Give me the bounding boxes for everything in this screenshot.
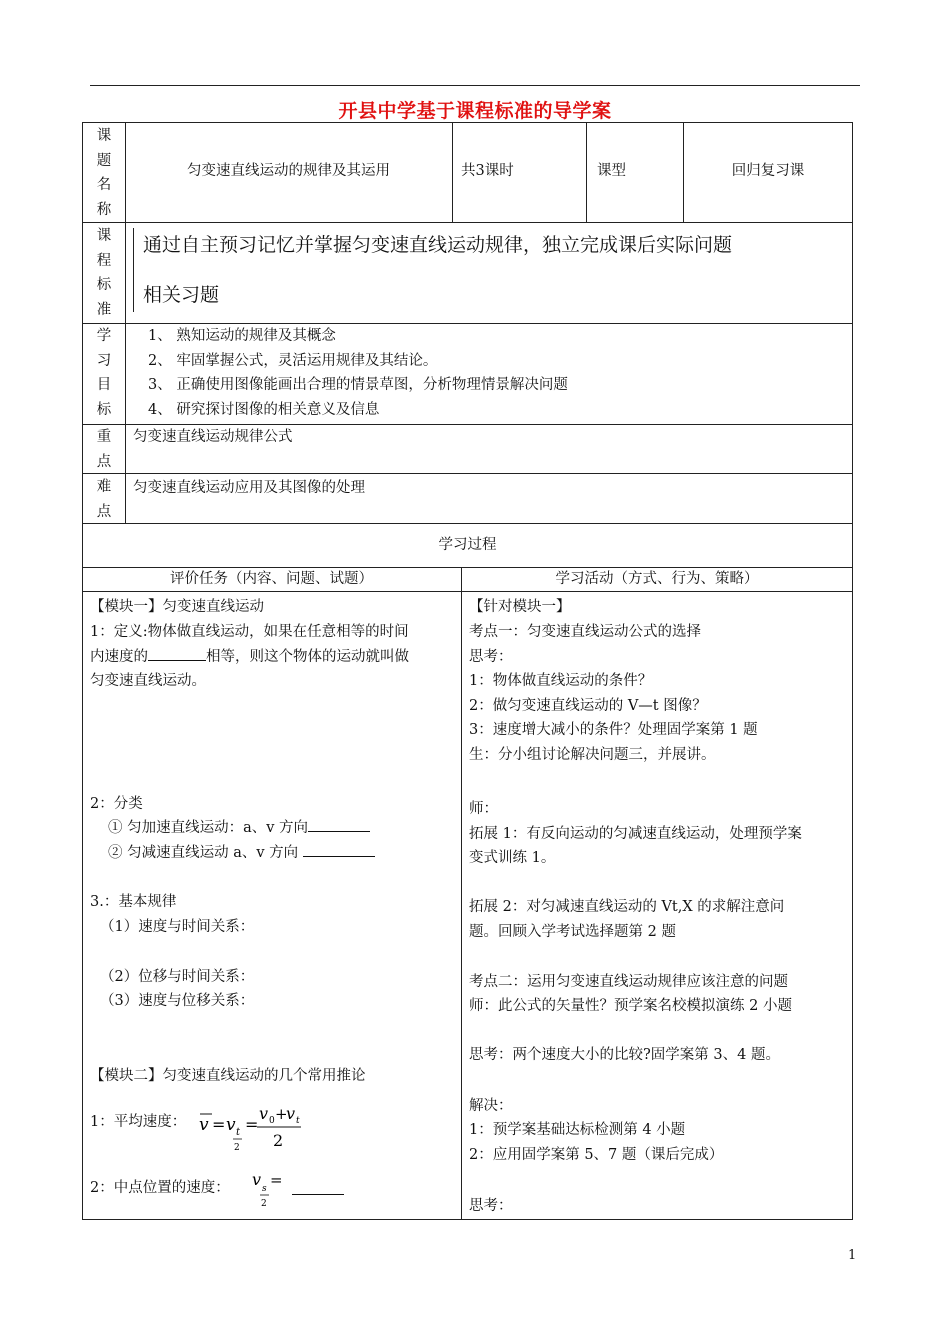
svg-text:2: 2 xyxy=(234,1143,240,1153)
goal-item: 2、 牢固掌握公式，灵活运用规律及其结论。 xyxy=(148,353,438,369)
basic-law-item: （2）位移与时间关系： xyxy=(100,969,255,985)
difficulty-text: 匀变速直线运动应用及其图像的处理 xyxy=(133,480,365,496)
row-divider xyxy=(82,473,853,474)
extension-1: 拓展 1：有反向运动的匀减速直线运动，处理预学案 xyxy=(469,826,802,842)
svg-text:2: 2 xyxy=(261,1199,267,1209)
basic-law-item: （1）速度与时间关系： xyxy=(100,919,255,935)
lesson-type-value: 回归复习课 xyxy=(731,163,805,179)
think-label: 思考： xyxy=(469,1198,513,1214)
svg-text:=: = xyxy=(245,1115,259,1134)
goal-item: 1、 熟知运动的规律及其概念 xyxy=(148,328,336,344)
classification-item: ① 匀加速直线运动：a、v 方向 xyxy=(108,816,370,841)
svg-text:v: v xyxy=(199,1115,209,1135)
key-point-text: 匀变速直线运动规律公式 xyxy=(133,429,293,445)
process-title: 学习过程 xyxy=(438,537,497,553)
page-title: 开县中学基于课程标准的导学案 xyxy=(338,100,612,122)
column-divider xyxy=(586,122,587,222)
midpoint-velocity-formula xyxy=(248,1165,288,1211)
standard-text-line2: 相关习题 xyxy=(143,284,220,306)
module1-title: 【模块一】匀变速直线运动 xyxy=(90,599,264,615)
svg-text:v: v xyxy=(259,1104,269,1123)
solve-item: 2：应用固学案第 5、7 题（课后完成） xyxy=(469,1147,724,1163)
definition-line: 匀变速直线运动。 xyxy=(90,673,206,689)
answer-blank[interactable] xyxy=(308,817,370,832)
goal-item: 4、 研究探讨图像的相关意义及信息 xyxy=(148,402,380,418)
goals-label: 学 习 目 标 xyxy=(96,328,112,418)
exam-point-2: 考点二：运用匀变速直线运动规律应该注意的问题 xyxy=(469,974,788,990)
definition-line: 1：定义:物体做直线运动，如果在任意相等的时间 xyxy=(90,624,409,640)
lesson-type-label: 课型 xyxy=(597,163,626,179)
process-column-divider xyxy=(461,567,462,1220)
difficulty-label: 难 点 xyxy=(96,479,112,520)
svg-text:v: v xyxy=(286,1104,296,1123)
extension-2: 题。回顾入学考试选择题第 2 题 xyxy=(469,924,676,940)
svg-text:=: = xyxy=(270,1171,283,1189)
classification-title: 2：分类 xyxy=(90,796,143,812)
topic-label: 课 题 名 称 xyxy=(96,128,112,218)
average-velocity-label: 1：平均速度： xyxy=(90,1114,187,1130)
classification-item: ② 匀减速直线运动 a、v 方向 xyxy=(108,841,375,866)
module1-activity-title: 【针对模块一】 xyxy=(469,599,571,615)
svg-text:t: t xyxy=(236,1127,241,1138)
question-item: 2：做匀变速直线运动的 V—t 图像？ xyxy=(469,698,707,714)
standard-inner-rule xyxy=(133,228,134,312)
svg-text:+: + xyxy=(275,1105,288,1123)
teacher-note: 师：此公式的矢量性？预学案名校模拟演练 2 小题 xyxy=(469,998,792,1014)
left-column-header: 评价任务（内容、问题、试题） xyxy=(170,571,373,587)
think-label: 思考： xyxy=(469,649,513,665)
extension-1: 变式训练 1。 xyxy=(469,850,556,866)
svg-text:t: t xyxy=(296,1116,300,1126)
student-activity: 生：分小组讨论解决问题三，并展讲。 xyxy=(469,747,716,763)
page-number: 1 xyxy=(848,1248,857,1263)
midpoint-velocity-label: 2：中点位置的速度： xyxy=(90,1180,230,1196)
module2-title: 【模块二】匀变速直线运动的几个常用推论 xyxy=(90,1068,366,1084)
right-column-header: 学习活动（方式、行为、策略） xyxy=(555,571,759,587)
think-note: 思考：两个速度大小的比较?固学案第 3、4 题。 xyxy=(469,1047,780,1063)
answer-blank[interactable] xyxy=(303,842,375,857)
key-point-label: 重 点 xyxy=(96,429,112,470)
exam-point-1: 考点一：匀变速直线运动公式的选择 xyxy=(469,624,701,640)
standard-label: 课 程 标 准 xyxy=(96,228,112,318)
basic-law-item: （3）速度与位移关系： xyxy=(100,993,255,1009)
average-velocity-formula xyxy=(195,1100,310,1156)
question-item: 3：速度增大减小的条件？处理固学案第 1 题 xyxy=(469,722,758,738)
course-hours: 共3课时 xyxy=(461,163,514,179)
row-divider xyxy=(82,523,853,524)
answer-blank[interactable] xyxy=(148,646,206,661)
standard-text-line1: 通过自主预习记忆并掌握匀变速直线运动规律，独立完成课后实际问题 xyxy=(143,234,733,256)
extension-2: 拓展 2：对匀减速直线运动的 Vt,X 的求解注意问 xyxy=(469,899,785,915)
goal-item: 3、 正确使用图像能画出合理的情景草图，分析物理情景解决问题 xyxy=(148,377,568,393)
svg-text:v: v xyxy=(252,1170,262,1189)
svg-text:2: 2 xyxy=(273,1131,284,1150)
column-divider xyxy=(452,122,453,222)
solve-item: 1：预学案基础达标检测第 4 小题 xyxy=(469,1122,686,1138)
question-item: 1：物体做直线运动的条件？ xyxy=(469,673,653,689)
svg-text:v: v xyxy=(226,1115,236,1135)
solve-label: 解决： xyxy=(469,1098,513,1114)
svg-text:s: s xyxy=(262,1184,267,1194)
svg-text:=: = xyxy=(212,1115,226,1134)
top-rule xyxy=(90,85,860,86)
teacher-label: 师： xyxy=(469,801,498,817)
row-divider xyxy=(82,222,853,223)
definition-line: 内速度的 相等，则这个物体的运动就叫做 xyxy=(90,645,409,670)
answer-blank[interactable] xyxy=(292,1180,344,1195)
svg-text:0: 0 xyxy=(269,1116,275,1126)
topic-name: 匀变速直线运动的规律及其运用 xyxy=(187,163,390,179)
basic-law-title: 3.：基本规律 xyxy=(90,894,177,910)
